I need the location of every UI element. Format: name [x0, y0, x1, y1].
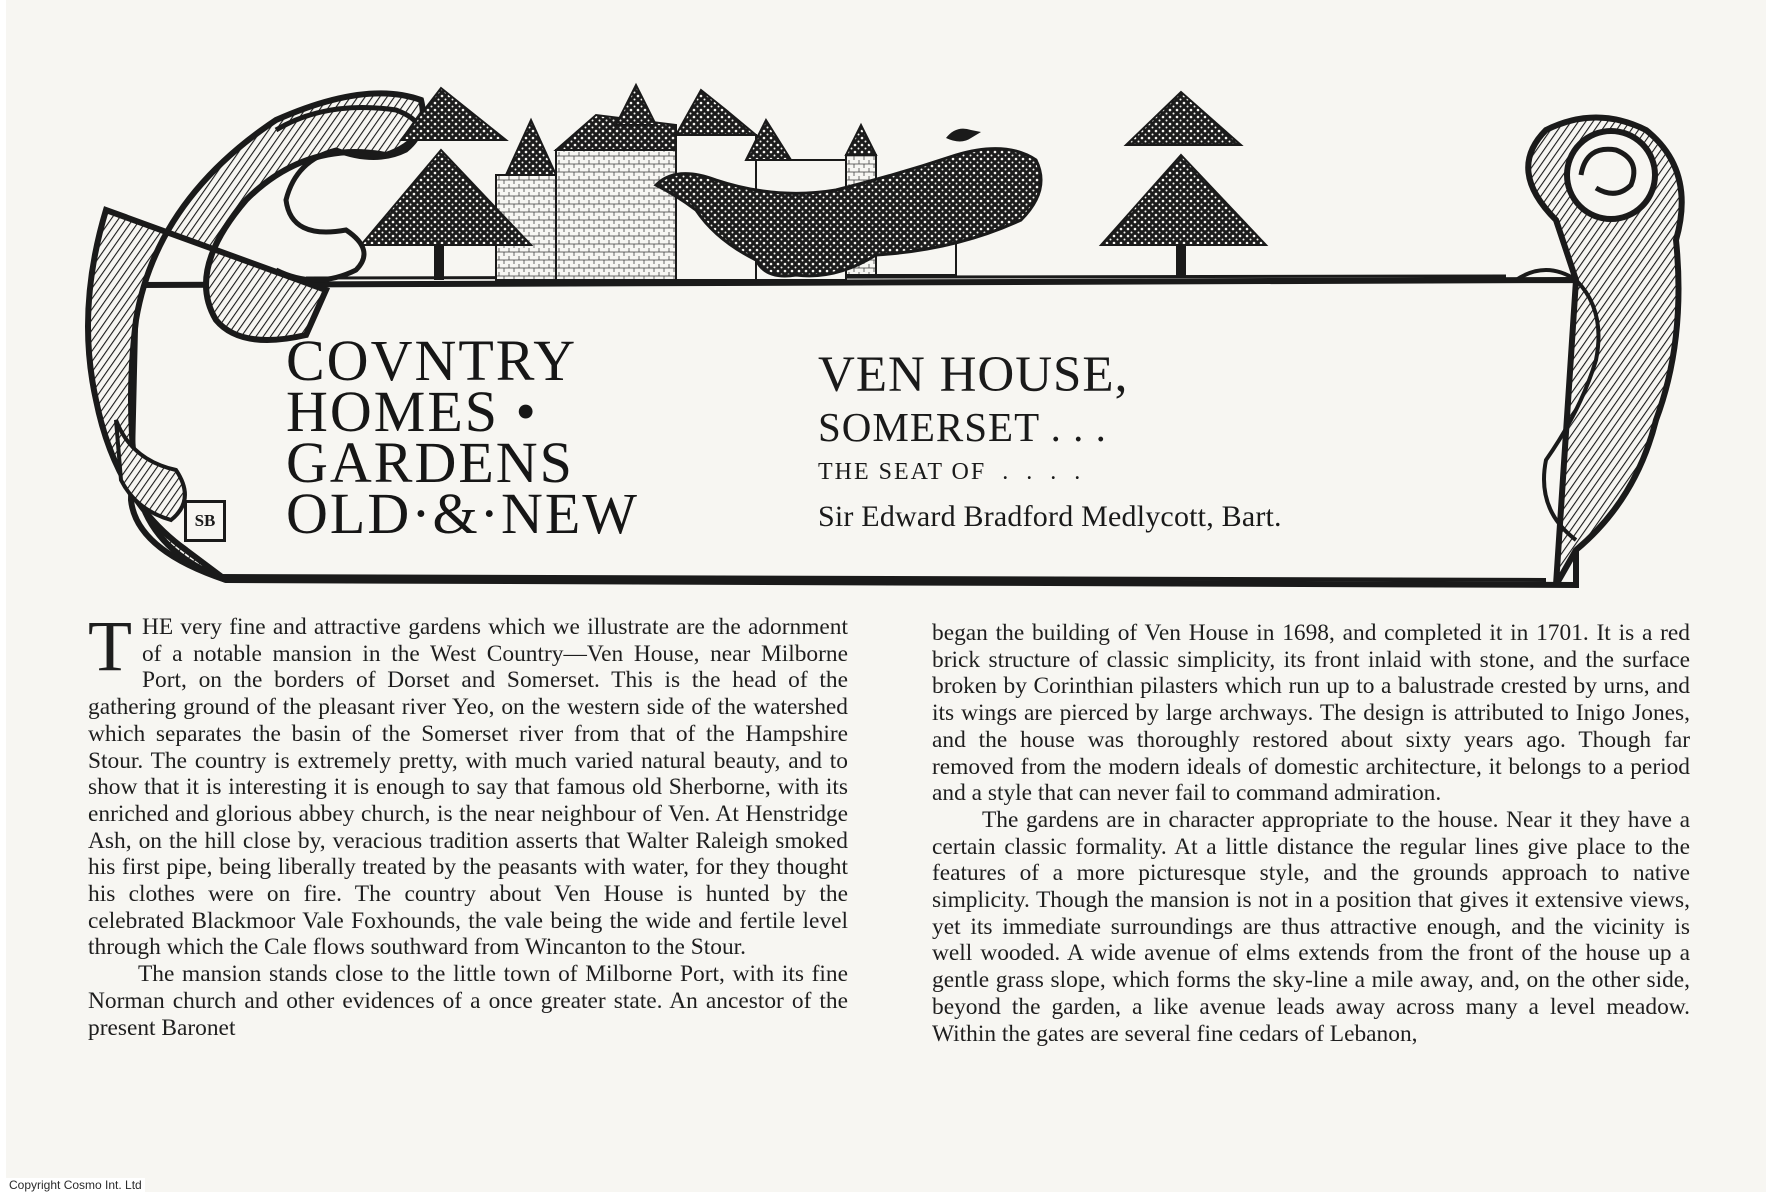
series-title-line: OLD·&·NEW — [286, 481, 640, 546]
article-paragraph: The mansion stands close to the little town of Milborne Port, with its fine Norman church and other evidences of a once greater state. An ancestor of the present Baronet — [88, 961, 848, 1041]
article-paragraph: The gardens are in character appropriate to the house. Near it they have a certain classic formality. At a little distance the regular lines give place to the features of a more picturesque style, and the grounds approach to native simplicity. Though the mansion is not in a position that gives it extensive views, yet its immediate surroundings are thus attractive enough, and the vicinity is well wooded. A wide avenue of elms extends from the front of the house up a gentle grass slope, which forms the sky-line a mile away, and, on the other side, beyond the garden, a like avenue leads away across many a level meadow. Within the gates are several fine cedars of Lebanon, — [932, 806, 1690, 1047]
series-title-line: HOMES • — [286, 379, 538, 444]
drop-cap: T — [88, 606, 132, 686]
magazine-page — [6, 0, 1766, 1192]
house-name: VEN HOUSE, — [818, 347, 1129, 403]
article-heading — [818, 347, 1378, 537]
article-column-left — [88, 606, 848, 1041]
series-title-line: GARDENS — [286, 430, 574, 495]
artist-monogram: SB — [184, 500, 226, 542]
series-title-line: COVNTRY — [286, 328, 578, 393]
seat-of-label: THE SEAT OF . . . . — [818, 459, 1083, 485]
paragraph-text: HE very fine and attractive gardens which we illustrate are the adornment of a notable mansion in the West Country—Ven House, near Milborne Port, on the borders of Dorset and Somerset. This is the head of the gathering ground of the pleasant river Yeo, on the western side of the watershed which separates the basin of the Somerset river from that of the Hampshire Stour. The country is extremely pretty, with much varied natural beauty, and to show that it is interesting it is enough to say that famous old Sherborne, with its enriched and glorious abbey church, is the near neighbour of Ven. At Henstridge Ash, on the hill close by, veracious tradition asserts that Walter Raleigh smoked his first pipe, being liberally treated by the peasants with water, for they thought his clothes were on fire. The country about Ven House is hunted by the celebrated Blackmoor Vale Foxhounds, the vale being the wide and fertile level through which the Cale flows southward from Wincanton to the Stour. — [88, 614, 848, 961]
topiary-tree-right — [1101, 92, 1266, 278]
owner-name: Sir Edward Bradford Medlycott, Bart. — [818, 500, 1282, 533]
copyright-notice: Copyright Cosmo Int. Ltd — [6, 1178, 145, 1192]
article-column-right — [932, 620, 1690, 1047]
bird-silhouette — [946, 129, 981, 142]
series-title — [286, 328, 640, 546]
county-name: SOMERSET . . . — [818, 404, 1107, 450]
article-paragraph — [88, 606, 848, 961]
article-paragraph: began the building of Ven House in 1698, and completed it in 1701. It is a red brick structure of classic simplicity, its front inlaid with stone, and the surface broken by Corinthian pilasters which run up to a balustrade crested by urns, and its wings are pierced by large archways. The design is attributed to Inigo Jones, and the house was thoroughly restored about sixty years ago. Though far removed from the modern ideals of domestic architecture, it belongs to a period and a style that can never fail to command admiration. — [932, 620, 1690, 807]
decorative-header-banner — [76, 80, 1706, 590]
